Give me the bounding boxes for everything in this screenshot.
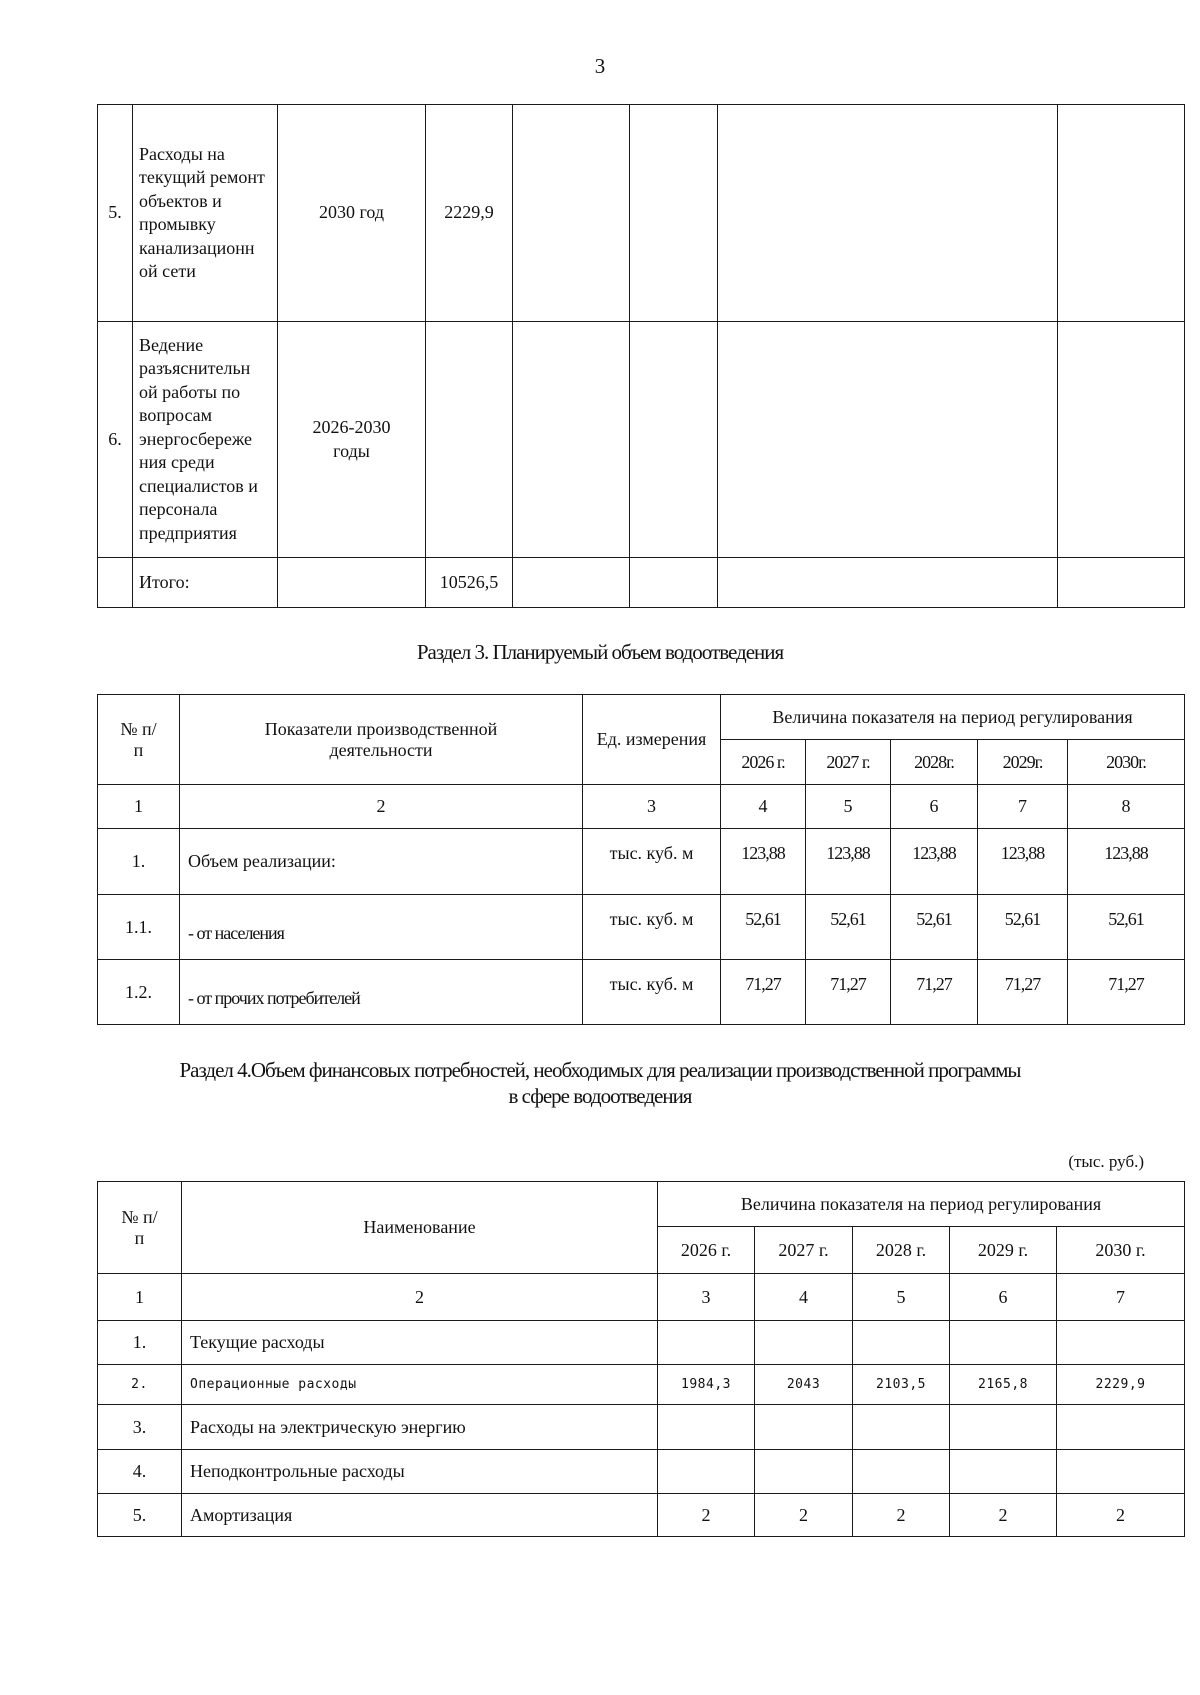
indicator-name: - от населения xyxy=(180,895,583,960)
value-cell: 71,27 xyxy=(978,960,1068,1025)
value-cell: 2 xyxy=(1057,1494,1185,1537)
table-row xyxy=(98,829,1185,895)
year-header: 2029 г. xyxy=(950,1227,1057,1274)
row-number xyxy=(98,558,133,608)
value-cell: 2 xyxy=(853,1494,950,1537)
empty-cell xyxy=(513,105,630,322)
column-number: 4 xyxy=(721,785,806,829)
activity-period: 2030 год xyxy=(278,105,426,322)
header-value-group: Величина показателя на период регулирования xyxy=(658,1182,1185,1227)
value-cell: 2165,8 xyxy=(950,1365,1057,1405)
column-number: 2 xyxy=(180,785,583,829)
value-cell xyxy=(755,1450,853,1494)
year-header: 2028г. xyxy=(891,740,978,785)
header-unit: Ед. измерения xyxy=(583,695,721,785)
expense-name: Неподконтрольные расходы xyxy=(182,1450,658,1494)
value-cell xyxy=(853,1321,950,1365)
value-cell xyxy=(755,1405,853,1450)
value-cell: 123,88 xyxy=(978,829,1068,895)
activity-period: 2026-2030 годы xyxy=(278,322,426,558)
total-row xyxy=(98,558,1185,608)
row-number: 2. xyxy=(98,1365,182,1405)
year-header: 2026 г. xyxy=(721,740,806,785)
column-number: 4 xyxy=(755,1274,853,1321)
column-number: 5 xyxy=(806,785,891,829)
column-number-row xyxy=(98,1274,1185,1321)
empty-cell xyxy=(718,558,1058,608)
row-number: 6. xyxy=(98,322,133,558)
empty-cell xyxy=(1058,105,1185,322)
row-number: 5. xyxy=(98,1494,182,1537)
value-cell: 2 xyxy=(658,1494,755,1537)
row-number: 1. xyxy=(98,829,180,895)
indicator-name: - от прочих потребителей xyxy=(180,960,583,1025)
total-amount: 10526,5 xyxy=(426,558,513,608)
table-row xyxy=(98,1494,1185,1537)
year-header: 2027 г. xyxy=(806,740,891,785)
header-name: Наименование xyxy=(182,1182,658,1274)
value-cell: 1984,3 xyxy=(658,1365,755,1405)
column-number: 7 xyxy=(1057,1274,1185,1321)
activity-amount xyxy=(426,322,513,558)
section4-title-line2: в сфере водоотведения xyxy=(508,1084,692,1108)
value-cell: 123,88 xyxy=(1068,829,1185,895)
header-row xyxy=(98,695,1185,740)
header-num: № п/п xyxy=(98,1182,182,1274)
year-header: 2026 г. xyxy=(658,1227,755,1274)
indicator-unit: тыс. куб. м xyxy=(583,829,721,895)
header-indicator: Показатели производственной деятельности xyxy=(180,695,583,785)
value-cell xyxy=(853,1405,950,1450)
value-cell xyxy=(1057,1450,1185,1494)
column-number-row xyxy=(98,785,1185,829)
page-number: 3 xyxy=(594,54,606,78)
table-row xyxy=(98,1321,1185,1365)
empty-cell xyxy=(1058,322,1185,558)
header-num: № п/п xyxy=(98,695,180,785)
wastewater-volume-table xyxy=(97,694,1185,1025)
indicator-name: Объем реализации: xyxy=(180,829,583,895)
column-number: 3 xyxy=(583,785,721,829)
empty-cell xyxy=(718,105,1058,322)
value-cell: 52,61 xyxy=(1068,895,1185,960)
value-cell: 2043 xyxy=(755,1365,853,1405)
row-number: 1. xyxy=(98,1321,182,1365)
row-number: 3. xyxy=(98,1405,182,1450)
column-number: 1 xyxy=(98,785,180,829)
section3-title: Раздел 3. Планируемый объем водоотведения xyxy=(416,640,784,664)
value-cell: 52,61 xyxy=(891,895,978,960)
value-cell: 123,88 xyxy=(806,829,891,895)
value-cell: 2103,5 xyxy=(853,1365,950,1405)
value-cell xyxy=(950,1405,1057,1450)
financial-needs-table xyxy=(97,1181,1185,1537)
column-number: 6 xyxy=(891,785,978,829)
table-row xyxy=(98,960,1185,1025)
value-cell: 123,88 xyxy=(891,829,978,895)
units-label: (тыс. руб.) xyxy=(1068,1152,1144,1171)
total-label: Итого: xyxy=(133,558,278,608)
expense-name: Текущие расходы xyxy=(182,1321,658,1365)
activity-name: Расходы на текущий ремонт объектов и промывку канализационн ой сети xyxy=(133,105,278,322)
year-header: 2029г. xyxy=(978,740,1068,785)
total-period xyxy=(278,558,426,608)
column-number: 7 xyxy=(978,785,1068,829)
value-cell xyxy=(1057,1321,1185,1365)
row-number: 4. xyxy=(98,1450,182,1494)
value-cell xyxy=(950,1450,1057,1494)
value-cell: 2229,9 xyxy=(1057,1365,1185,1405)
table-row xyxy=(98,1450,1185,1494)
value-cell: 2 xyxy=(950,1494,1057,1537)
year-header: 2030 г. xyxy=(1057,1227,1185,1274)
column-number: 1 xyxy=(98,1274,182,1321)
empty-cell xyxy=(630,558,718,608)
indicator-unit: тыс. куб. м xyxy=(583,960,721,1025)
empty-cell xyxy=(513,322,630,558)
activity-name: Ведение разъяснительн ой работы по вопросам энергосбереже ния среди специалистов и персонала предприятия xyxy=(133,322,278,558)
column-number: 8 xyxy=(1068,785,1185,829)
value-cell: 71,27 xyxy=(721,960,806,1025)
activity-amount: 2229,9 xyxy=(426,105,513,322)
empty-cell xyxy=(1058,558,1185,608)
empty-cell xyxy=(630,322,718,558)
value-cell: 52,61 xyxy=(806,895,891,960)
year-header: 2027 г. xyxy=(755,1227,853,1274)
table-row xyxy=(98,1365,1185,1405)
value-cell: 52,61 xyxy=(978,895,1068,960)
row-number: 1.2. xyxy=(98,960,180,1025)
value-cell: 2 xyxy=(755,1494,853,1537)
value-cell xyxy=(950,1321,1057,1365)
expense-name: Расходы на электрическую энергию xyxy=(182,1405,658,1450)
row-number: 5. xyxy=(98,105,133,322)
row-number: 1.1. xyxy=(98,895,180,960)
year-header: 2028 г. xyxy=(853,1227,950,1274)
empty-cell xyxy=(718,322,1058,558)
value-cell: 71,27 xyxy=(1068,960,1185,1025)
empty-cell xyxy=(513,558,630,608)
table-row xyxy=(98,105,1185,322)
value-cell xyxy=(853,1450,950,1494)
value-cell: 52,61 xyxy=(721,895,806,960)
expense-name: Амортизация xyxy=(182,1494,658,1537)
expense-name: Операционные расходы xyxy=(182,1365,658,1405)
value-cell xyxy=(1057,1405,1185,1450)
value-cell xyxy=(658,1450,755,1494)
section4-title-line1: Раздел 4.Объем финансовых потребностей, необходимых для реализации производственной программы xyxy=(179,1058,1021,1082)
year-header: 2030г. xyxy=(1068,740,1185,785)
indicator-unit: тыс. куб. м xyxy=(583,895,721,960)
column-number: 6 xyxy=(950,1274,1057,1321)
empty-cell xyxy=(630,105,718,322)
table-row xyxy=(98,322,1185,558)
table-row xyxy=(98,1405,1185,1450)
value-cell xyxy=(658,1405,755,1450)
value-cell xyxy=(755,1321,853,1365)
column-number: 5 xyxy=(853,1274,950,1321)
header-value-group: Величина показателя на период регулирования xyxy=(721,695,1185,740)
column-number: 3 xyxy=(658,1274,755,1321)
value-cell xyxy=(658,1321,755,1365)
value-cell: 71,27 xyxy=(806,960,891,1025)
value-cell: 123,88 xyxy=(721,829,806,895)
value-cell: 71,27 xyxy=(891,960,978,1025)
table-row xyxy=(98,895,1185,960)
header-row xyxy=(98,1182,1185,1227)
column-number: 2 xyxy=(182,1274,658,1321)
activities-table xyxy=(97,104,1185,608)
